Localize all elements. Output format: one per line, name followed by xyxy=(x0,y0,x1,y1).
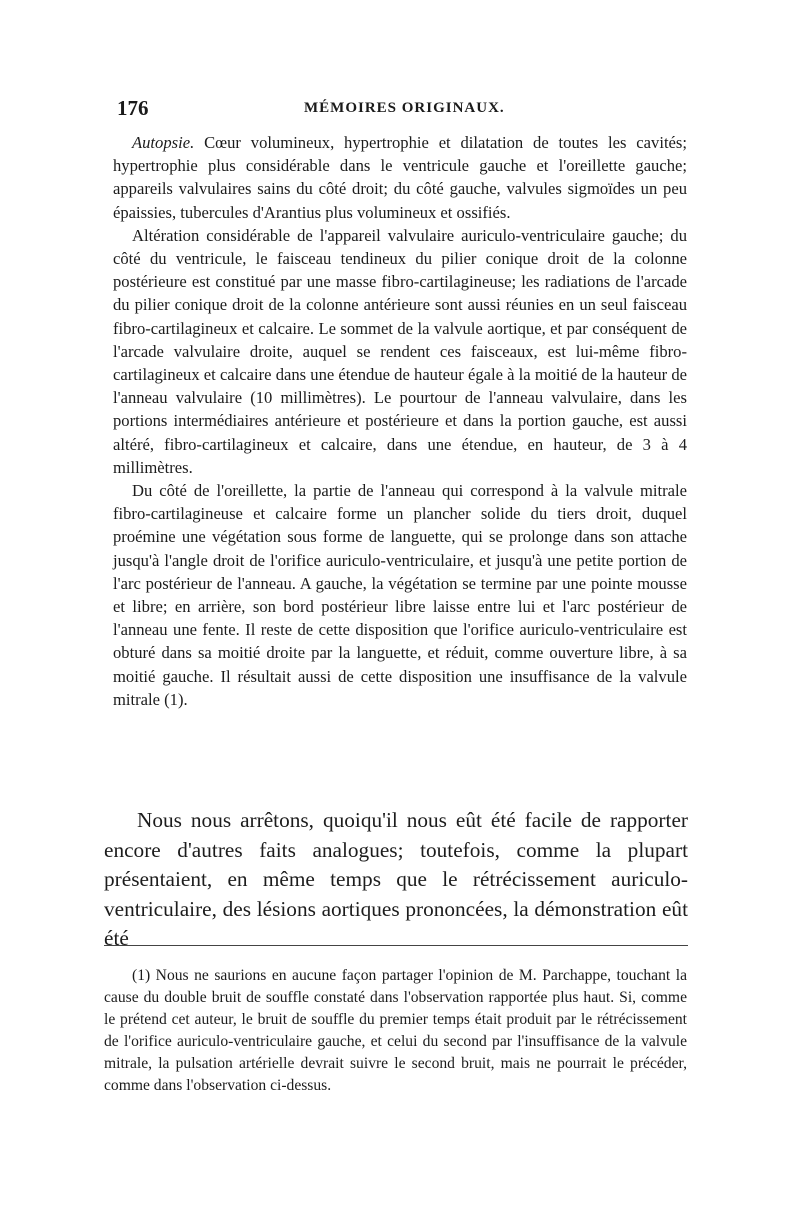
footnote xyxy=(104,965,687,1098)
footnote-text: (1) Nous ne saurions en aucune façon partager l'opinion de M. Parchappe, touchant la cause du double bruit de souffle constaté dans l'observation rapportée plus haut. Si, comme le prétend cet auteur, le bruit de souffle du premier temps était produit par le rétrécissement de l'orifice auriculo-ventriculaire gauche, et celui du second par l'insuffisance de la valvule mitrale, la pulsation artérielle devrait suivre le second bruit, mais ne pourrait le précéder, comme dans l'observation ci-dessus. xyxy=(104,967,687,1095)
main-text xyxy=(113,131,687,711)
autopsy-label: Autopsie. xyxy=(132,133,195,152)
autopsy-paragraph xyxy=(113,131,687,224)
footnote-separator xyxy=(104,945,688,946)
autopsy-text: Cœur volumineux, hypertrophie et dilatation de toutes les cavités; hypertrophie plus considérable dans le ventricule gauche et l'oreillette gauche; appareils valvulaires sains du côté droit; du côté gauche, valvules sigmoïdes un peu épaissies, tubercules d'Arantius plus volumineux et ossifiés. xyxy=(113,133,687,222)
auricle-side-paragraph: Du côté de l'oreillette, la partie de l'anneau qui correspond à la valvule mitrale fibro-cartilagineuse et calcaire forme un plancher solide du tiers droit, duquel proémine une végétation sous forme de languette, qui se prolonge dans son attache jusqu'à l'angle droit de l'orifice auriculo-ventriculaire, et jusqu'à une petite portion de l'arc postérieur de l'anneau. A gauche, la végétation se termine par une pointe mousse et libre; en arrière, son bord postérieur libre laisse entre lui et l'arc postérieur de l'anneau une fente. Il reste de cette disposition que l'orifice auriculo-ventriculaire est obturé dans sa moitié droite par la languette, et réduit, comme ouverture libre, à sa moitié gauche. Il résultait aussi de cette disposition une insuffisance de la valvule mitrale (1). xyxy=(113,481,687,709)
running-title: MÉMOIRES ORIGINAUX. xyxy=(304,100,505,116)
page-number: 176 xyxy=(117,96,149,120)
conclusion-text xyxy=(104,806,688,954)
valvular-alteration-paragraph: Altération considérable de l'appareil valvulaire auriculo-ventriculaire gauche; du côté du ventricule, le faisceau tendineux du pilier conique droit de la colonne postérieure est constitué par une masse fibro-cartilagineuse; les radiations de l'arcade du pilier conique droit de la colonne antérieure sont aussi réunies en un seul faisceau fibro-cartilagineux et calcaire. Le sommet de la valvule aortique, et par conséquent de l'arcade valvulaire droite, auquel se rendent ces faisceaux, est lui-même fibro-cartilagineux et calcaire dans une étendue de hauteur égale à la moitié de la hauteur de l'anneau valvulaire (10 millimètres). Le pourtour de l'anneau valvulaire, dans les portions intermédiaires antérieure et postérieure et dans la portion gauche, est aussi altéré, fibro-cartilagineux et calcaire, dans une étendue, en hauteur, de 3 à 4 millimètres. xyxy=(113,225,687,477)
conclusion-paragraph: Nous nous arrêtons, quoiqu'il nous eût été facile de rapporter encore d'autres faits analogues; toutefois, comme la plupart présentaient, en même temps que le rétrécissement auriculo-ventriculaire, des lésions aortiques prononcées, la démonstration eût été xyxy=(104,808,688,950)
page-header xyxy=(117,96,687,126)
